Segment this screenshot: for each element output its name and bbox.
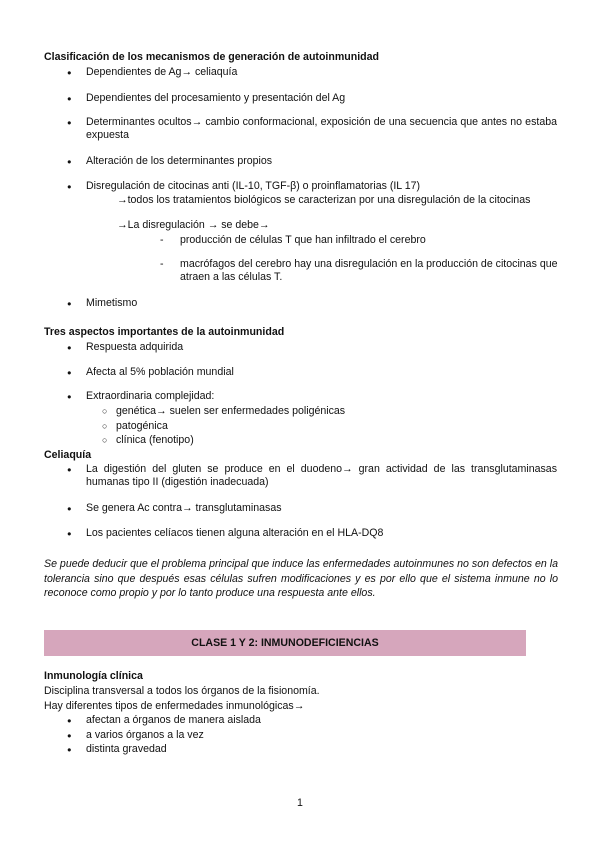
sub-note: →todos los tratamientos biológicos se caracterizan por una disregulación de la citocinas xyxy=(117,194,531,206)
dash-item: - producción de células T que han infiltrado el cerebro xyxy=(180,234,426,247)
list-item: ● La digestión del gluten se produce en el duodeno→ gran actividad de las transglutaminasas humanas tipo II (digestión inadecuada) xyxy=(86,463,557,489)
list-item: ● Afecta al 5% población mundial xyxy=(86,366,234,379)
banner-title: CLASE 1 Y 2: INMUNODEFICIENCIAS xyxy=(191,637,379,649)
page-number: 1 xyxy=(297,797,303,809)
list-item: ● a varios órganos a la vez xyxy=(86,729,204,742)
list-item: ● Determinantes ocultos→ cambio conformacional, exposición de una secuencia que antes no estaba expuesta xyxy=(86,116,557,142)
list-item: ● Respuesta adquirida xyxy=(86,341,183,354)
list-item: ● Disregulación de citocinas anti (IL-10, TGF-β) o proinflamatorias (IL 17) xyxy=(86,180,420,193)
list-item: ● Se genera Ac contra→ transglutaminasas xyxy=(86,502,282,515)
paragraph: Hay diferentes tipos de enfermedades inmunológicas→ xyxy=(44,700,305,712)
list-item: ● Alteración de los determinantes propios xyxy=(86,155,272,168)
class-banner xyxy=(44,630,526,656)
conclusion-paragraph: Se puede deducir que el problema principal que induce las enfermedades autoinmunes no son defectos en la tolerancia sino que después esas células sufren modificaciones y es por ello que el sistema inmune no lo reconoce como propio y por lo tanto produce una respuesta ante ellos. xyxy=(44,558,558,599)
section-title-inmunologia-clinica: Inmunología clínica xyxy=(44,670,143,682)
section-title-autoinmunidad-mecanismos: Clasificación de los mecanismos de generación de autoinmunidad xyxy=(44,51,379,63)
sub-list-item: ○ clínica (fenotipo) xyxy=(116,434,194,447)
list-item: ● Los pacientes celíacos tienen alguna alteración en el HLA-DQ8 xyxy=(86,527,383,540)
sub-note: →La disregulación → se debe→ xyxy=(117,219,270,231)
sub-list-item: ○ genética→ suelen ser enfermedades poligénicas xyxy=(116,405,345,418)
paragraph: Disciplina transversal a todos los órganos de la fisionomía. xyxy=(44,685,320,697)
sub-list-item: ○ patogénica xyxy=(116,420,168,433)
list-item: ● distinta gravedad xyxy=(86,743,167,756)
list-item: ● Extraordinaria complejidad: xyxy=(86,390,214,403)
section-title-aspectos: Tres aspectos importantes de la autoinmunidad xyxy=(44,326,285,338)
list-item: ● Mimetismo xyxy=(86,297,137,310)
dash-item: - macrófagos del cerebro hay una disregulación en la producción de citocinas que atraen a las células T. xyxy=(180,258,558,284)
list-item: ● Dependientes del procesamiento y presentación del Ag xyxy=(86,92,345,105)
list-item: ● afectan a órganos de manera aislada xyxy=(86,714,261,727)
list-item: ● Dependientes de Ag→ celiaquía xyxy=(86,66,237,79)
section-title-celiaquia: Celiaquía xyxy=(44,449,92,461)
